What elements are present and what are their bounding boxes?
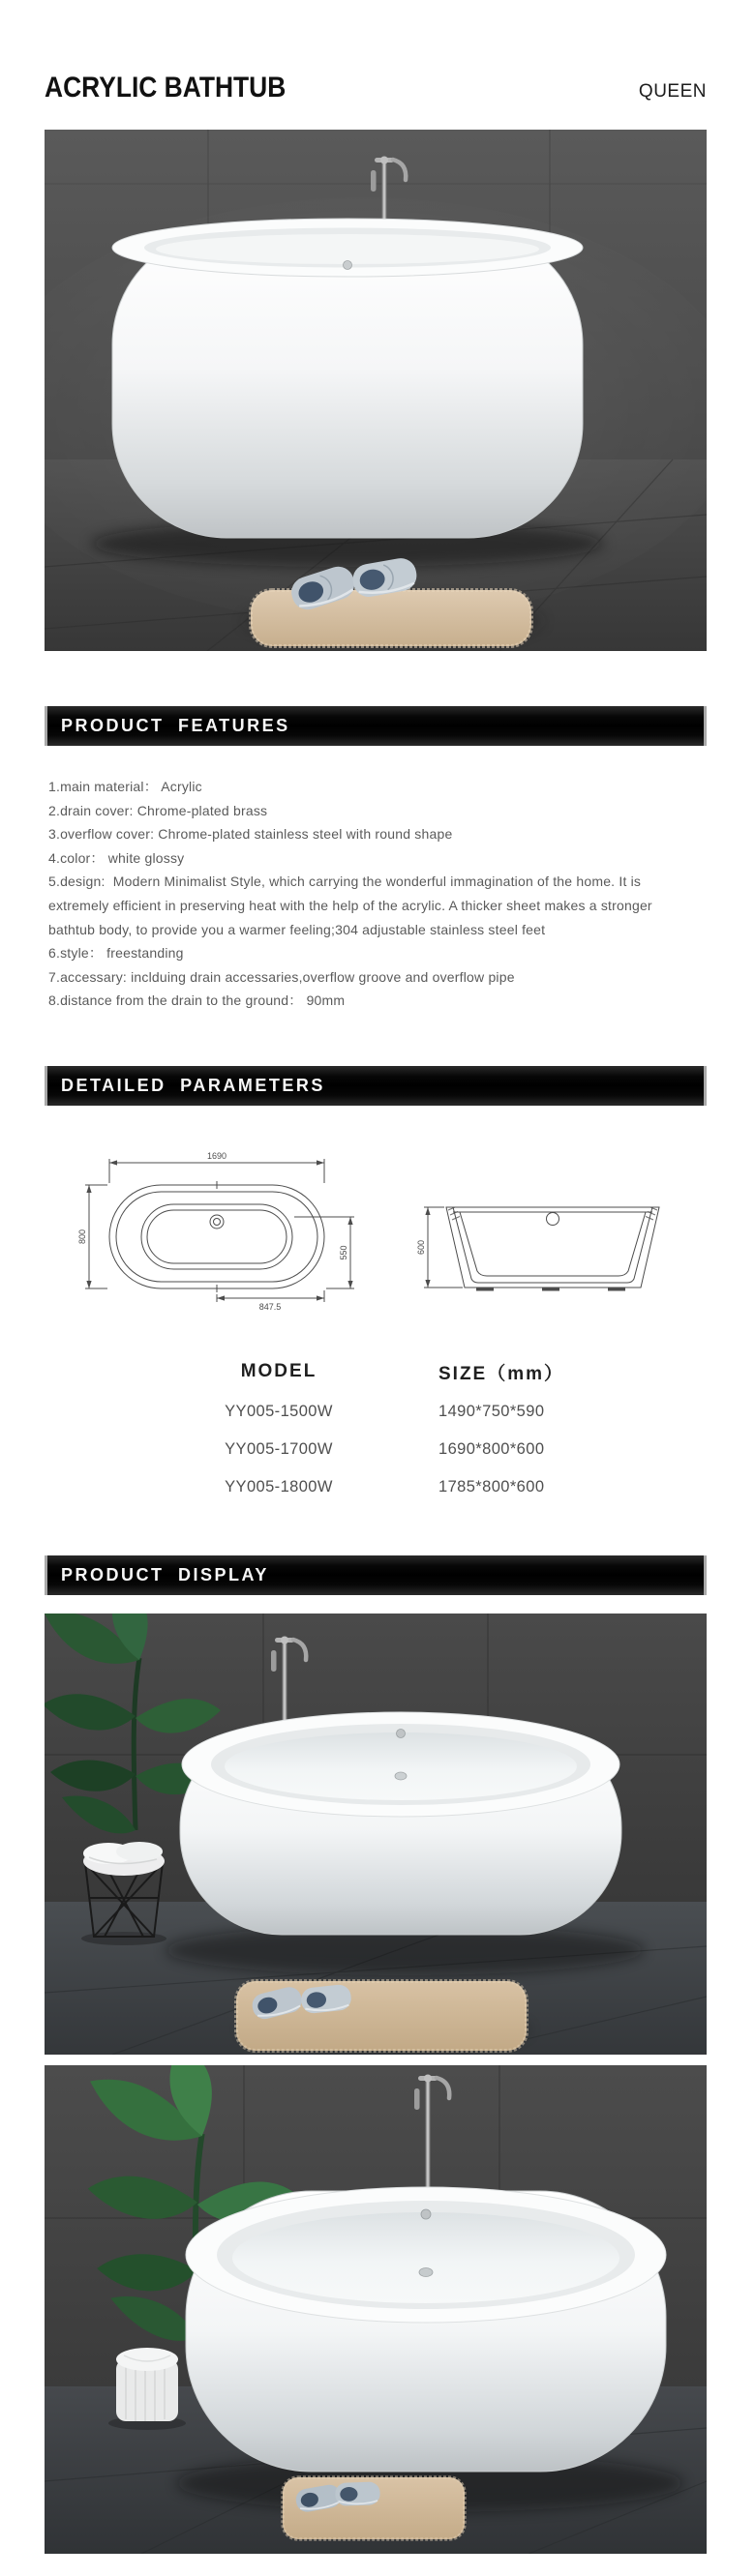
dimension-lines <box>85 1159 354 1302</box>
dim-width-label: 800 <box>77 1229 87 1245</box>
bathtub <box>180 1712 621 1935</box>
bathtub <box>112 219 583 538</box>
size-cell: 1690*800*600 <box>438 1440 545 1458</box>
model-cell: YY005-1700W <box>225 1440 333 1458</box>
hero-photo <box>45 130 707 651</box>
towel-basket <box>108 2348 186 2430</box>
overflow-cover <box>344 261 352 270</box>
dim-half-label: 847.5 <box>258 1302 282 1312</box>
section-bar-features <box>45 706 707 746</box>
table-row <box>45 1393 707 1431</box>
wire-basket <box>81 1842 166 1945</box>
size-cell: 1785*800*600 <box>438 1478 545 1495</box>
display-photo-top <box>45 2065 707 2554</box>
feature-item: 2.drain cover: Chrome-plated brass <box>48 802 268 818</box>
side-view-drawing <box>416 1201 670 1294</box>
feature-item: 1.main material： Acrylic <box>48 779 202 794</box>
table-row <box>45 1431 707 1468</box>
feature-item: 5.design: Modern Minimalist Style, which carrying the wonderful immagination of the home. It is extremely efficient in preserving heat with the help of the acrylic. A thicker sheet makes a stronger bathtub body, to provide you a warmer feeling;304 adjustable stainless steel feet <box>48 873 656 937</box>
overflow-cover <box>421 2209 431 2219</box>
overflow-cover <box>397 1730 406 1738</box>
feature-item: 3.overflow cover: Chrome-plated stainless steel with round shape <box>48 826 453 843</box>
tub-outline-side <box>424 1207 659 1288</box>
feature-item: 4.color： white glossy <box>48 849 185 866</box>
page-title: ACRYLIC BATHTUB <box>45 72 287 104</box>
column-header-model: MODEL <box>240 1361 317 1381</box>
dim-basin-label: 550 <box>339 1245 348 1260</box>
bathtub <box>186 2187 666 2472</box>
feature-list <box>48 775 668 1013</box>
table-row <box>45 1468 707 1506</box>
drain-cover <box>395 1772 407 1780</box>
table-header-row <box>45 1350 707 1393</box>
feature-item: 6.style： freestanding <box>48 945 184 962</box>
slipper <box>335 2481 380 2505</box>
section-heading: PRODUCT DISPLAY <box>61 1565 269 1584</box>
column-header-size: SIZE（mm） <box>438 1363 565 1384</box>
size-cell: 1490*750*590 <box>438 1403 545 1420</box>
top-view-drawing <box>74 1145 374 1312</box>
section-bar-parameters <box>45 1066 707 1106</box>
model-cell: YY005-1500W <box>225 1403 333 1420</box>
drain-cover <box>419 2268 433 2277</box>
brand-name: QUEEN <box>638 81 707 102</box>
display-photo-angled <box>45 1614 707 2055</box>
size-table <box>45 1350 707 1506</box>
tub-outline-top <box>109 1181 324 1292</box>
section-heading: DETAILED PARAMETERS <box>61 1076 325 1095</box>
dim-height-label: 600 <box>416 1239 426 1256</box>
feature-item: 8.distance from the drain to the ground： 90mm <box>48 992 346 1009</box>
feature-item: 7.accessary: inclduing drain accessaries,overflow groove and overflow pipe <box>48 968 515 985</box>
section-bar-display <box>45 1555 707 1595</box>
side-feet <box>476 1288 625 1291</box>
dim-length-label: 1690 <box>206 1151 227 1161</box>
model-cell: YY005-1800W <box>225 1478 333 1495</box>
dimension-arrows <box>86 1160 352 1300</box>
section-heading: PRODUCT FEATURES <box>61 716 290 735</box>
